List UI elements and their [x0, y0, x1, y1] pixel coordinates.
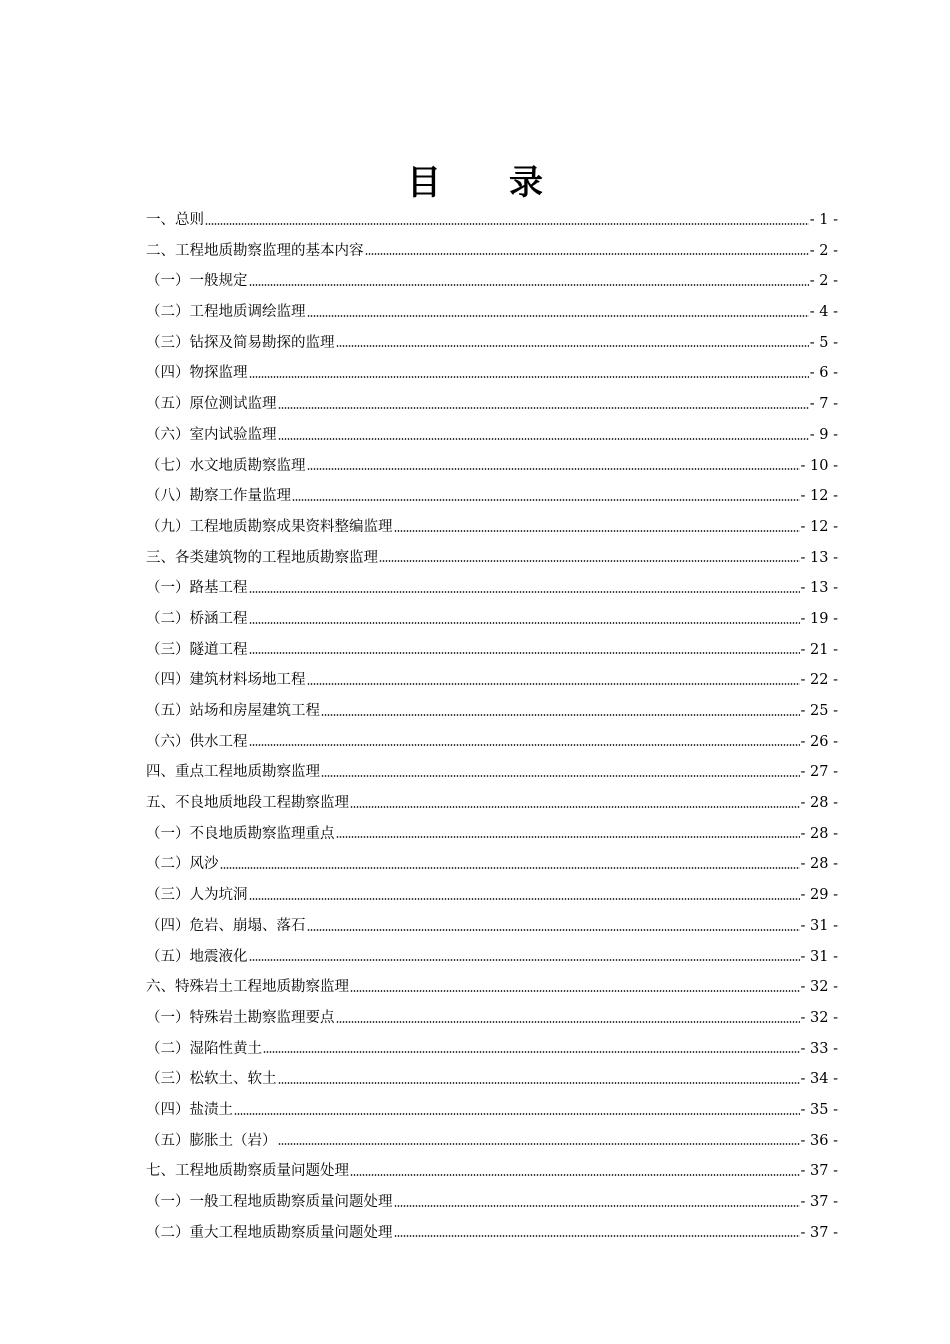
toc-leader-dots	[249, 959, 800, 961]
toc-entry[interactable]	[146, 1003, 838, 1034]
toc-entry-page: - 32 -	[800, 979, 838, 996]
toc-entry-label: （七）水文地质勘察监理	[146, 457, 306, 474]
toc-entry[interactable]	[146, 757, 838, 788]
toc-entry-page: - 36 -	[800, 1132, 838, 1149]
toc-leader-dots	[350, 806, 800, 808]
toc-entry-label: （六）室内试验监理	[146, 426, 277, 443]
toc-entry-page: - 35 -	[800, 1101, 838, 1118]
toc-entry-page: - 12 -	[800, 488, 838, 505]
toc-entry-label: 四、重点工程地质勘察监理	[146, 764, 320, 781]
toc-leader-dots	[278, 1143, 800, 1145]
toc-leader-dots	[307, 315, 809, 317]
toc-entry-page: - 13 -	[800, 549, 838, 566]
toc-entry-label: （三）钻探及简易勘探的监理	[146, 334, 335, 351]
toc-entry[interactable]	[146, 297, 838, 328]
toc-leader-dots	[307, 929, 800, 931]
toc-entry-label: （五）站场和房屋建筑工程	[146, 703, 320, 719]
toc-entry-label: （六）供水工程	[146, 733, 248, 750]
toc-leader-dots	[205, 223, 809, 225]
toc-leader-dots	[278, 438, 809, 440]
toc-leader-dots	[394, 530, 800, 532]
toc-entry-page: - 37 -	[800, 1163, 838, 1180]
toc-entry[interactable]	[146, 972, 838, 1003]
toc-leader-dots	[321, 714, 800, 716]
toc-entry[interactable]	[146, 512, 838, 543]
toc-entry-label: 五、不良地质地段工程勘察监理	[146, 795, 349, 812]
toc-entry[interactable]	[146, 389, 838, 420]
toc-entry-label: （四）物探监理	[146, 365, 248, 382]
toc-entry[interactable]	[146, 358, 838, 389]
toc-entry-label: （二）风沙	[146, 856, 219, 873]
toc-entry[interactable]	[146, 1126, 838, 1157]
toc-entry-label: （五）原位测试监理	[146, 396, 277, 413]
toc-leader-dots	[249, 591, 800, 593]
toc-entry-label: （八）勘察工作量监理	[146, 488, 291, 505]
toc-entry[interactable]	[146, 819, 838, 850]
toc-leader-dots	[394, 1205, 800, 1207]
table-of-contents	[146, 205, 838, 1248]
toc-entry-page: - 28 -	[800, 825, 838, 842]
toc-entry[interactable]	[146, 1156, 838, 1187]
toc-entry-label: （二）重大工程地质勘察质量问题处理	[146, 1224, 393, 1241]
toc-leader-dots	[292, 499, 800, 501]
toc-entry[interactable]	[146, 420, 838, 451]
toc-entry-label: （四）盐渍土	[146, 1101, 233, 1118]
toc-entry[interactable]	[146, 1218, 838, 1249]
toc-entry-page: - 37 -	[800, 1224, 838, 1241]
toc-entry-page: - 2 -	[809, 273, 838, 290]
toc-leader-dots	[394, 1235, 800, 1237]
toc-entry-label: （一）一般规定	[146, 273, 248, 290]
toc-entry-label: （一）特殊岩土勘察监理要点	[146, 1009, 335, 1026]
toc-entry-label: （三）隧道工程	[146, 641, 248, 658]
toc-title: 目 录	[407, 163, 543, 203]
toc-leader-dots	[350, 990, 800, 992]
toc-entry-page: - 31 -	[800, 917, 838, 934]
toc-leader-dots	[249, 652, 800, 654]
toc-entry-label: 七、工程地质勘察质量问题处理	[146, 1163, 349, 1180]
toc-entry-page: - 5 -	[809, 334, 838, 351]
toc-leader-dots	[336, 836, 800, 838]
toc-entry[interactable]	[146, 696, 838, 727]
toc-entry-label: （九）工程地质勘察成果资料整编监理	[146, 518, 393, 535]
toc-leader-dots	[263, 1051, 800, 1053]
toc-entry-page: - 21 -	[800, 641, 838, 658]
toc-entry-page: - 28 -	[800, 795, 838, 812]
toc-entry[interactable]	[146, 788, 838, 819]
toc-entry-page: - 7 -	[809, 396, 838, 413]
toc-entry-page: - 9 -	[809, 426, 838, 443]
toc-entry[interactable]	[146, 236, 838, 267]
toc-entry[interactable]	[146, 328, 838, 359]
toc-entry[interactable]	[146, 1095, 838, 1126]
toc-entry-page: - 37 -	[800, 1194, 838, 1210]
toc-entry-label: （四）建筑材料场地工程	[146, 672, 306, 689]
toc-entry-label: 三、各类建筑物的工程地质勘察监理	[146, 549, 378, 566]
toc-entry-page: - 22 -	[800, 672, 838, 689]
toc-entry[interactable]	[146, 665, 838, 696]
toc-entry-label: （一）路基工程	[146, 580, 248, 597]
toc-leader-dots	[336, 345, 809, 347]
toc-leader-dots	[278, 407, 809, 409]
toc-entry-page: - 10 -	[800, 457, 838, 474]
toc-leader-dots	[321, 775, 800, 777]
toc-entry-label: （四）危岩、崩塌、落石	[146, 917, 306, 934]
toc-entry[interactable]	[146, 266, 838, 297]
toc-entry-label: （二）湿陷性黄土	[146, 1040, 262, 1057]
toc-entry-label: （一）一般工程地质勘察质量问题处理	[146, 1194, 393, 1210]
toc-entry[interactable]	[146, 727, 838, 758]
toc-entry-label: （一）不良地质勘察监理重点	[146, 825, 335, 842]
toc-entry-label: （五）膨胀土（岩）	[146, 1132, 277, 1149]
toc-entry[interactable]	[146, 543, 838, 574]
toc-leader-dots	[249, 284, 809, 286]
toc-entry[interactable]	[146, 1034, 838, 1065]
toc-entry-page: - 29 -	[800, 887, 838, 904]
toc-entry[interactable]	[146, 942, 838, 973]
toc-entry[interactable]	[146, 911, 838, 942]
toc-entry[interactable]	[146, 205, 838, 236]
toc-entry-label: （三）松软土、软土	[146, 1071, 277, 1088]
toc-leader-dots	[234, 1113, 800, 1115]
toc-leader-dots	[278, 1082, 800, 1084]
toc-entry[interactable]	[146, 635, 838, 666]
toc-leader-dots	[350, 1174, 800, 1176]
toc-leader-dots	[249, 376, 809, 378]
toc-entry[interactable]	[146, 604, 838, 635]
toc-entry-page: - 1 -	[809, 212, 838, 228]
toc-leader-dots	[307, 468, 800, 470]
toc-leader-dots	[336, 1021, 800, 1023]
toc-entry-label: （二）桥涵工程	[146, 610, 248, 627]
toc-leader-dots	[249, 744, 800, 746]
toc-leader-dots	[379, 560, 800, 562]
toc-entry-page: - 34 -	[800, 1071, 838, 1088]
toc-entry[interactable]	[146, 1187, 838, 1218]
toc-entry-page: - 2 -	[809, 242, 838, 259]
toc-entry-page: - 27 -	[800, 764, 838, 781]
toc-leader-dots	[220, 867, 800, 869]
toc-entry-page: - 26 -	[800, 733, 838, 750]
toc-entry-page: - 6 -	[809, 365, 838, 382]
toc-leader-dots	[307, 683, 800, 685]
toc-entry-label: （三）人为坑洞	[146, 887, 248, 904]
toc-entry[interactable]	[146, 849, 838, 880]
toc-entry-label: （五）地震液化	[146, 948, 248, 965]
toc-entry-page: - 31 -	[800, 948, 838, 965]
toc-entry-label: 一、总则	[146, 212, 204, 228]
toc-entry[interactable]	[146, 573, 838, 604]
toc-entry[interactable]	[146, 1064, 838, 1095]
toc-entry-page: - 25 -	[800, 703, 838, 719]
toc-entry-label: 二、工程地质勘察监理的基本内容	[146, 242, 364, 259]
toc-entry-label: （二）工程地质调绘监理	[146, 304, 306, 321]
toc-leader-dots	[365, 253, 809, 255]
toc-leader-dots	[249, 622, 800, 624]
toc-entry-page: - 12 -	[800, 518, 838, 535]
toc-entry-page: - 13 -	[800, 580, 838, 597]
toc-leader-dots	[249, 898, 800, 900]
toc-entry[interactable]	[146, 481, 838, 512]
toc-entry-page: - 33 -	[800, 1040, 838, 1057]
toc-entry-page: - 4 -	[809, 304, 838, 321]
toc-entry[interactable]	[146, 880, 838, 911]
toc-entry-label: 六、特殊岩土工程地质勘察监理	[146, 979, 349, 996]
toc-entry-page: - 28 -	[800, 856, 838, 873]
toc-entry-page: - 19 -	[800, 610, 838, 627]
toc-entry[interactable]	[146, 451, 838, 482]
toc-entry-page: - 32 -	[800, 1009, 838, 1026]
